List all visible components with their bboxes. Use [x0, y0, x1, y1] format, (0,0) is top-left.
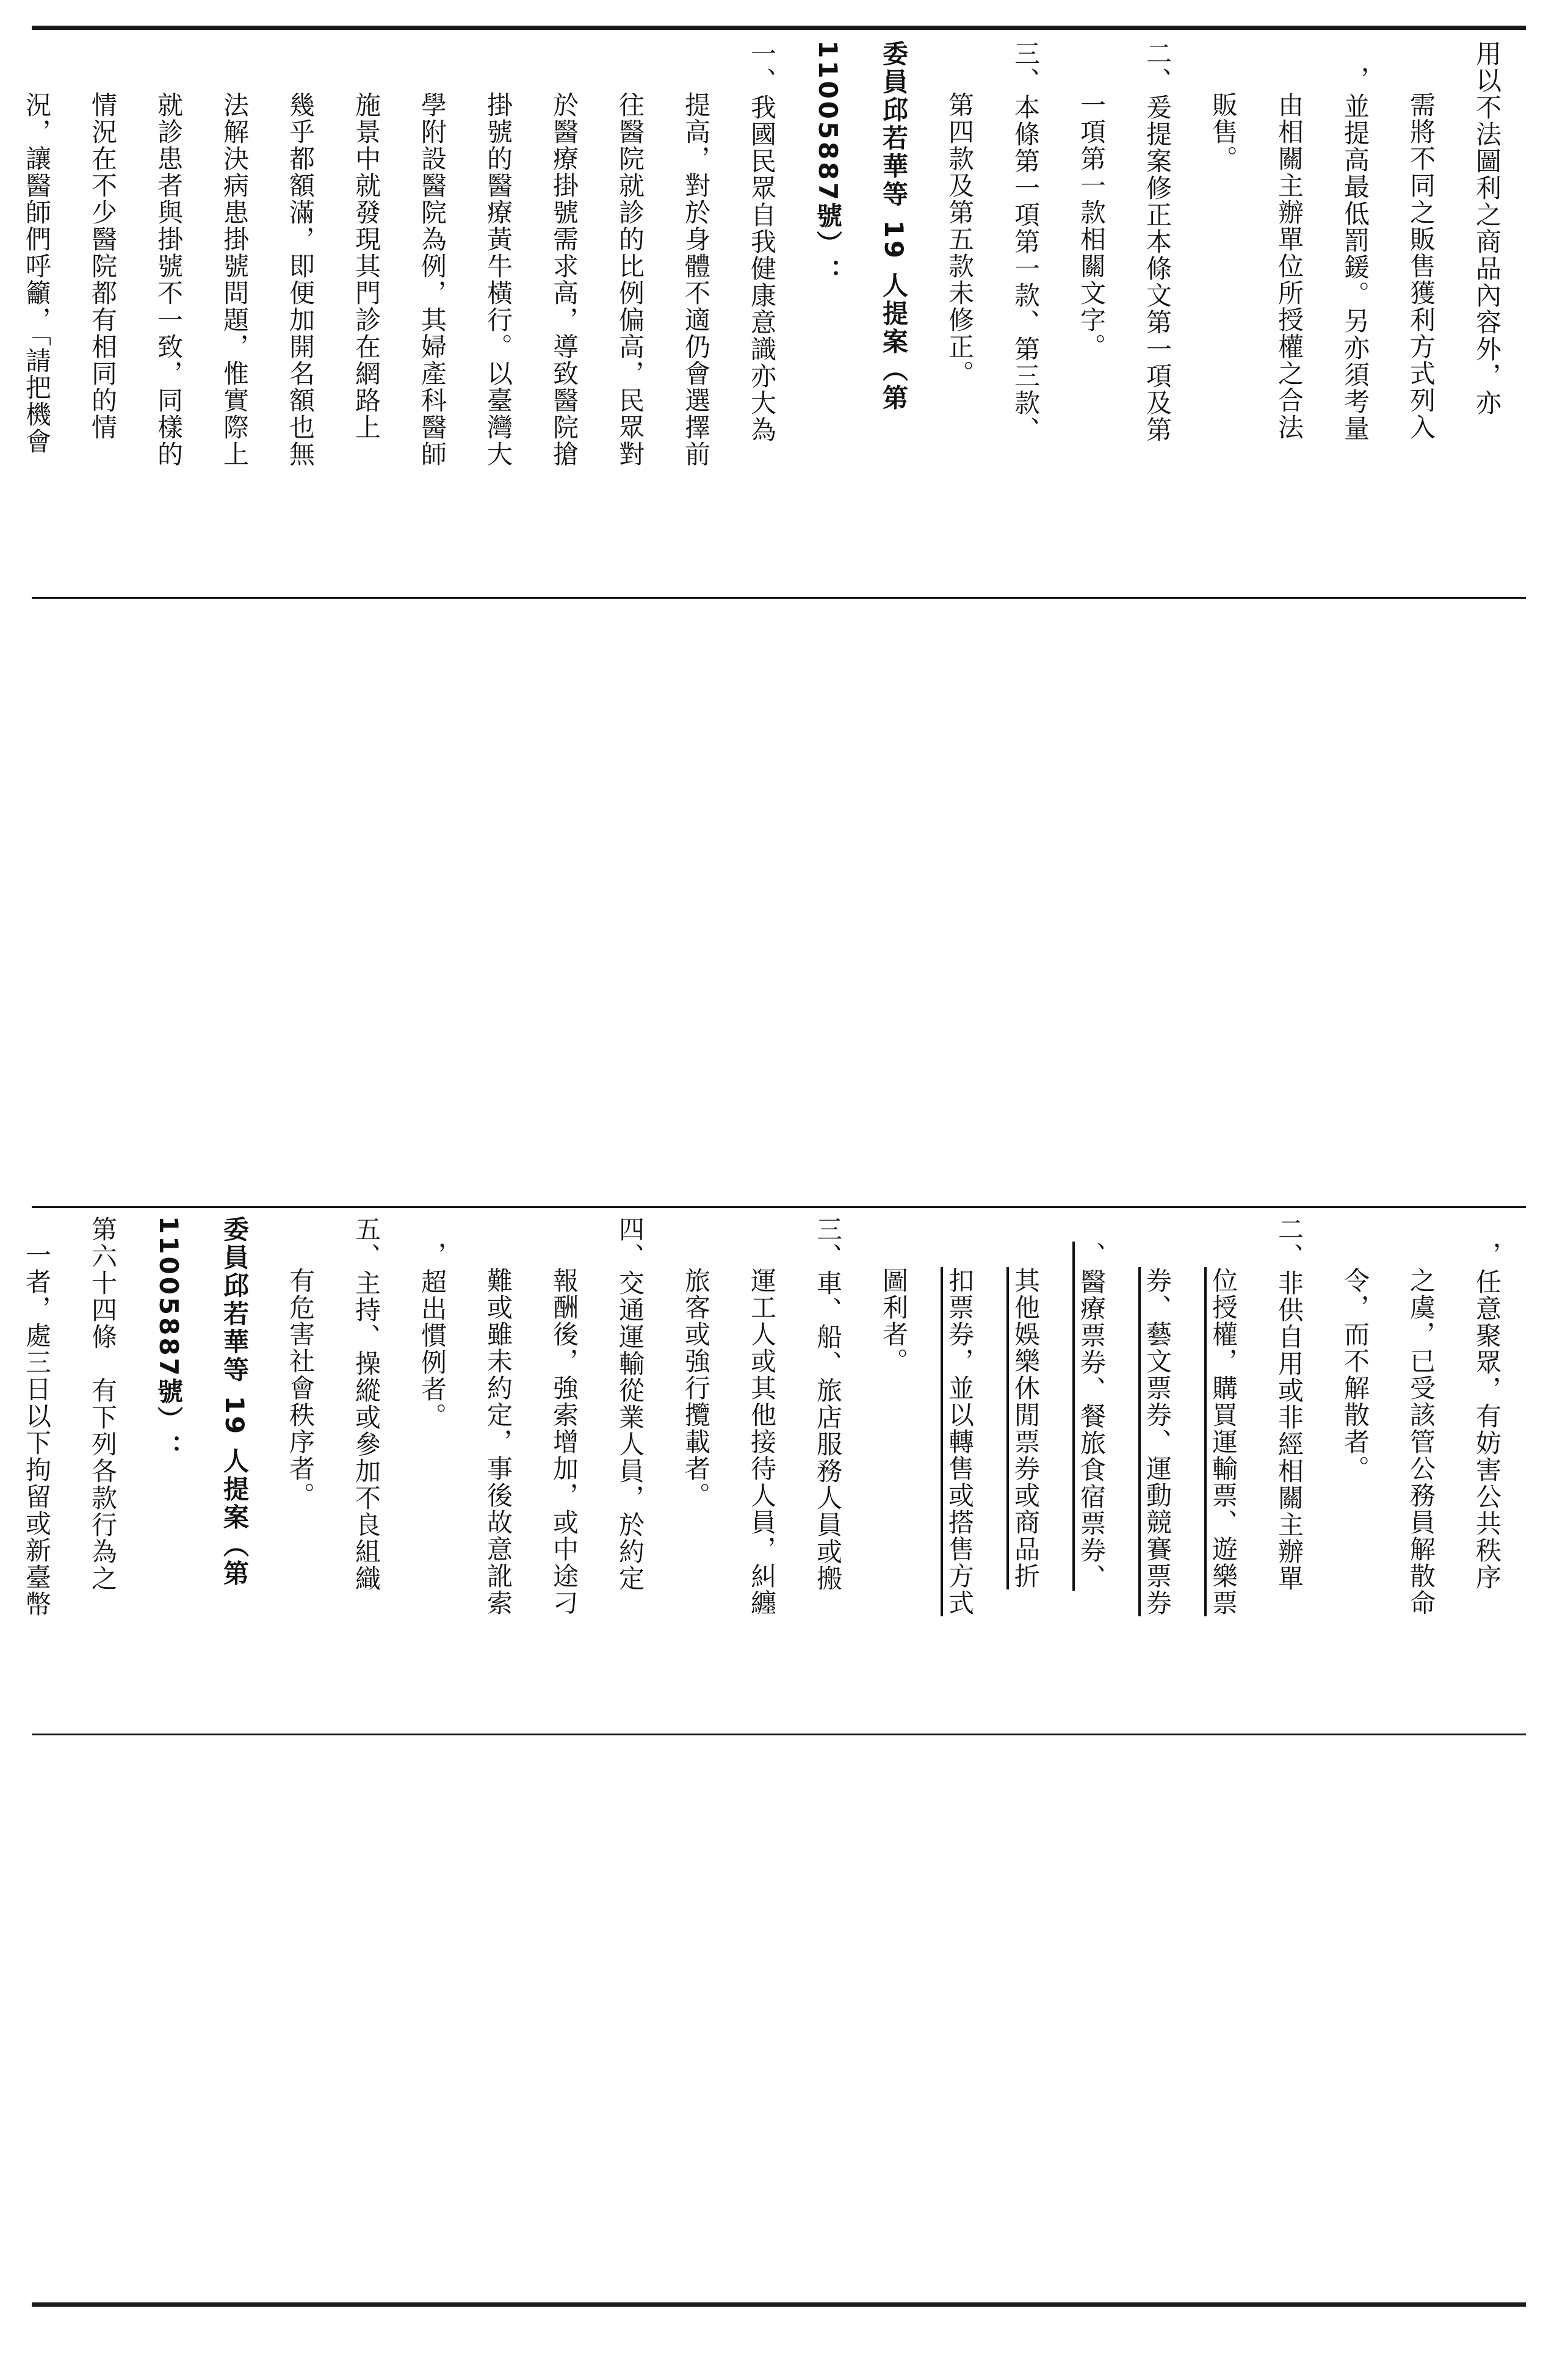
proposal-heading-number: 11005887號）：: [813, 40, 843, 287]
text-line: 法解決病患掛號問題，惟實際上: [220, 92, 250, 468]
text-line: 一、我國民眾自我健康意識亦大為: [747, 40, 777, 443]
text-line: 二、爰提案修正本條文第一項及第: [1143, 40, 1172, 443]
text-line-underlined: 位授權，購買運輸票、遊樂票: [1209, 1267, 1238, 1616]
text-line: 之虞，已受該管公務員解散命: [1406, 1267, 1436, 1616]
text-line: ，超出慣例者。: [417, 1242, 447, 1430]
article-line: 第六十四條 有下列各款行為之: [88, 1216, 118, 1592]
text-line: 三、本條第一項第一款、第三款、: [1011, 40, 1041, 443]
text-line: 一者，處三日以下拘留或新臺幣: [22, 1242, 52, 1618]
text-line: 運工人或其他接待人員，糾纏: [747, 1267, 777, 1616]
text-line: 需將不同之販售獲利方式列入: [1406, 92, 1436, 441]
text-line: 就診患者與掛號不一致，同樣的: [154, 92, 184, 468]
text-line: 有危害社會秩序者。: [286, 1267, 316, 1509]
text-line: 一項第一款相關文字。: [1077, 92, 1107, 360]
upper-text-column: [22, 40, 1520, 590]
text-line: 旅客或強行攬載者。: [681, 1267, 711, 1509]
text-line: 三、車、船、旅店服務人員或搬: [813, 1216, 843, 1592]
text-line: 況，讓醫師們呼籲，「請把機會: [22, 92, 52, 455]
text-line: 用以不法圖利之商品內容外，亦: [1472, 40, 1502, 416]
proposal-heading-number: 11005887號）：: [154, 1216, 184, 1463]
middle-divider-rule: [32, 1206, 1526, 1208]
text-line-underlined: 其他娛樂休閒票券或商品折: [1011, 1267, 1041, 1589]
text-line: 難或雖未約定，事後故意訛索: [483, 1267, 513, 1616]
text-line-underlined: 扣票券，並以轉售或搭售方式: [945, 1267, 975, 1616]
text-line: 於醫療掛號需求高，導致醫院搶: [549, 92, 579, 468]
upper-divider-rule: [32, 597, 1526, 599]
lower-divider-rule: [32, 1734, 1526, 1735]
text-line: 往醫院就診的比例偏高，民眾對: [615, 92, 645, 468]
text-line: 報酬後，強索增加，或中途刁: [549, 1267, 579, 1616]
lower-text-column: [22, 1216, 1520, 1729]
text-line: 圖利者。: [879, 1267, 909, 1375]
text-line: 四、交通運輸從業人員，於約定: [615, 1216, 645, 1592]
text-line: 學附設醫院為例，其婦產科醫師: [417, 92, 447, 468]
text-line: 掛號的醫療黃牛橫行。以臺灣大: [483, 92, 513, 468]
text-line: 販售。: [1209, 92, 1238, 172]
text-line: 幾乎都額滿，即便加開名額也無: [286, 92, 316, 468]
text-line: 提高，對於身體不適仍會選擇前: [681, 92, 711, 468]
text-line-underlined: 券、藝文票券、運動競賽票券: [1143, 1267, 1172, 1616]
text-line: 由相關主辦單位所授權之合法: [1274, 92, 1304, 441]
bottom-rule: [32, 2302, 1526, 2307]
text-line: 五、主持、操縱或參加不良組織: [352, 1216, 381, 1592]
proposal-heading: 委員邱若華等 19 人提案（第: [879, 40, 909, 413]
top-rule: [32, 26, 1526, 30]
text-line: 情況在不少醫院都有相同的情: [88, 92, 118, 441]
text-line: 令，而不解散者。: [1340, 1267, 1370, 1482]
text-line: 施景中就發現其門診在網路上: [352, 92, 381, 441]
text-line-underlined: 、醫療票券、餐旅食宿票券、: [1077, 1242, 1107, 1591]
text-line: ，任意聚眾，有妨害公共秩序: [1472, 1242, 1502, 1591]
proposal-heading: 委員邱若華等 19 人提案（第: [220, 1216, 250, 1588]
text-line: ，並提高最低罰鍰。另亦須考量: [1340, 66, 1370, 442]
text-line: 第四款及第五款未修正。: [945, 92, 975, 387]
text-line: 二、非供自用或非經相關主辦單: [1274, 1216, 1304, 1592]
